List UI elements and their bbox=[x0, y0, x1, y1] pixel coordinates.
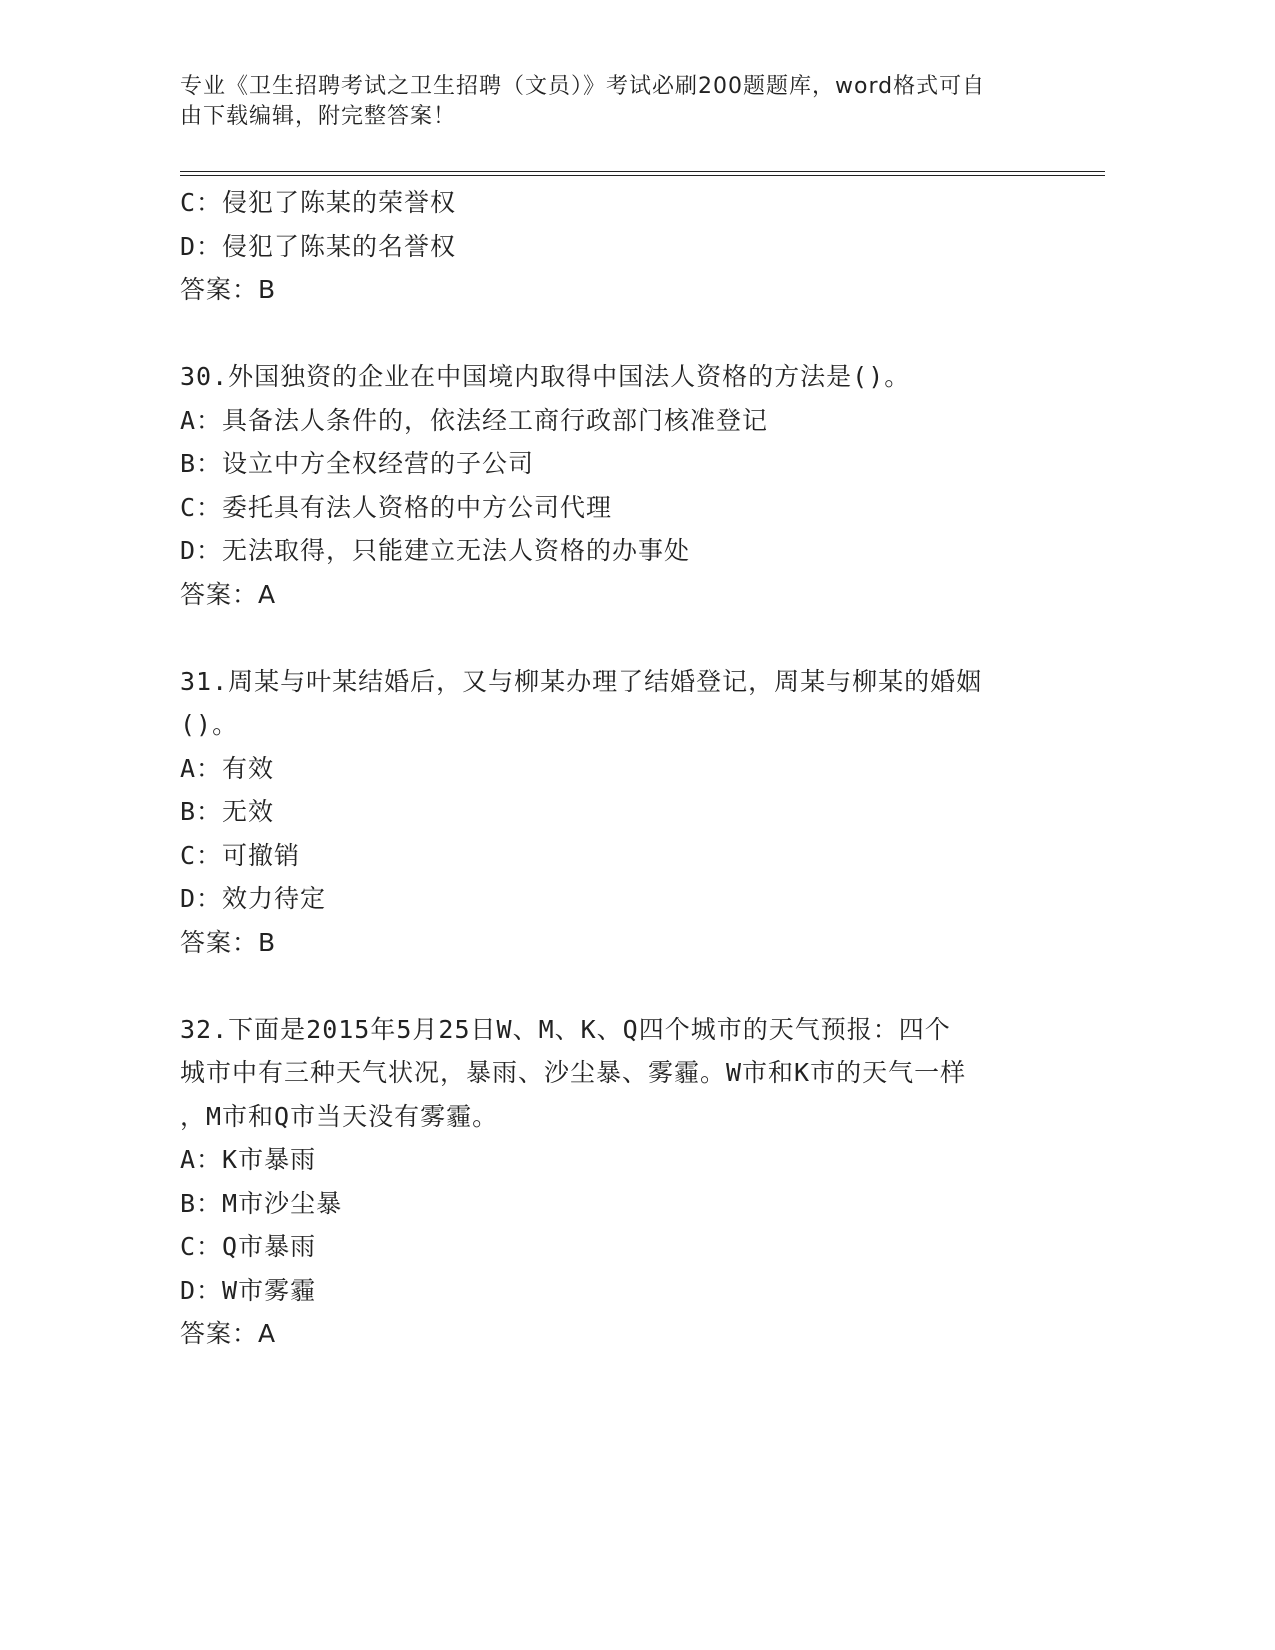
header-divider-top bbox=[180, 171, 1105, 172]
option-b: B：M市沙尘暴 bbox=[180, 1188, 343, 1218]
option-c: C：可撤销 bbox=[180, 840, 301, 870]
option-d: D：效力待定 bbox=[180, 884, 327, 913]
question-29-continued bbox=[180, 181, 1050, 312]
answer-line: 答案：A bbox=[180, 579, 277, 609]
question-stem: ，M市和Q市当天没有雾霾。 bbox=[180, 1101, 499, 1131]
answer-line: 答案：B bbox=[180, 275, 277, 304]
question-30 bbox=[180, 355, 1050, 616]
option-b: B：设立中方全权经营的子公司 bbox=[180, 449, 535, 478]
option-c: C：Q市暴雨 bbox=[180, 1232, 317, 1261]
question-stem: 32.下面是2015年5月25日W、M、K、Q四个城市的天气预报：四个 bbox=[180, 1014, 951, 1044]
question-stem: 城市中有三种天气状况，暴雨、沙尘暴、雾霾。W市和K市的天气一样 bbox=[180, 1058, 967, 1087]
question-32 bbox=[180, 1008, 1050, 1356]
option-c: C：侵犯了陈某的荣誉权 bbox=[180, 188, 457, 217]
header-line: 专业《卫生招聘考试之卫生招聘（文员）》考试必刷200题题库，word格式可自 bbox=[180, 74, 986, 99]
option-a: A：有效 bbox=[180, 753, 275, 783]
option-d: D：W市雾霾 bbox=[180, 1275, 317, 1305]
question-stem: 31.周某与叶某结婚后，又与柳某办理了结婚登记，周某与柳某的婚姻 bbox=[180, 666, 983, 696]
answer-line: 答案：A bbox=[180, 1319, 277, 1348]
header-line: 由下载编辑，附完整答案！ bbox=[180, 104, 457, 129]
option-c: C：委托具有法人资格的中方公司代理 bbox=[180, 492, 613, 522]
question-list bbox=[180, 181, 1050, 1356]
question-31 bbox=[180, 660, 1050, 965]
option-a: A：具备法人条件的，依法经工商行政部门核准登记 bbox=[180, 405, 769, 435]
question-stem: ()。 bbox=[180, 710, 239, 739]
document-header bbox=[180, 72, 1040, 132]
option-d: D：侵犯了陈某的名誉权 bbox=[180, 231, 457, 261]
header-divider-bottom bbox=[180, 175, 1105, 176]
answer-line: 答案：B bbox=[180, 927, 277, 957]
option-a: A：K市暴雨 bbox=[180, 1145, 317, 1174]
question-stem: 30.外国独资的企业在中国境内取得中国法人资格的方法是()。 bbox=[180, 362, 911, 391]
option-d: D：无法取得，只能建立无法人资格的办事处 bbox=[180, 536, 691, 565]
option-b: B：无效 bbox=[180, 797, 275, 826]
